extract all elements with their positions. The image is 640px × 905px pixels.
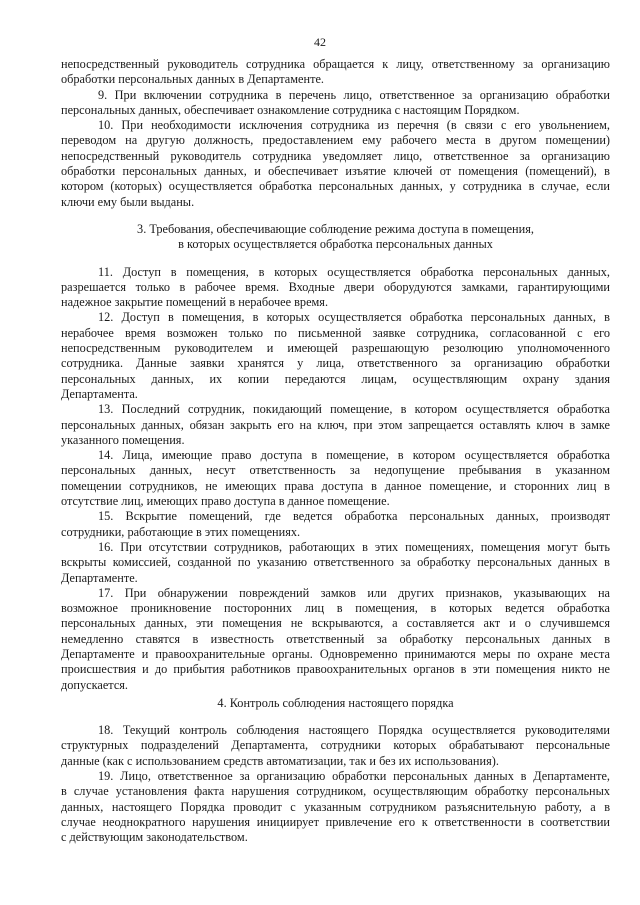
text-line: сотрудника. Данные заявки хранятся у лица, ответственного за организацию обработки xyxy=(61,356,610,371)
text-line: разрешается только в рабочее время. Входные двери оборудуются замками, гарантирующими xyxy=(61,279,610,294)
paragraph xyxy=(61,88,610,119)
paragraph xyxy=(61,310,610,402)
text-line: непосредственным руководителем и имеющей разрешающую резолюцию уполномоченного xyxy=(61,341,610,356)
text-line: с действующим законодательством. xyxy=(61,830,248,845)
paragraph xyxy=(61,586,610,693)
text-line: 19. Лицо, ответственное за организацию обработки персональных данных в Департаменте, xyxy=(98,769,610,784)
text-line: 9. При включении сотрудника в перечень лицо, ответственное за организацию обработки xyxy=(98,87,610,102)
text-line: персональных данных, их копии передаются лицам, осуществляющим охрану здания xyxy=(61,371,610,386)
text-line: непосредственный руководитель сотрудника обращается к лицу, ответственному за организацию xyxy=(61,57,610,71)
text-line: 12. Доступ в помещения, в которых осуществляется обработка персональных данных, в xyxy=(98,310,610,325)
text-line: Департаменте и правоохранительные органы. Одновременно принимаются меры по охране места xyxy=(61,646,610,661)
text-line: 14. Лица, имеющие право доступа в помещение, в котором осуществляется обработка xyxy=(98,448,610,463)
text-line: персональных данных, эти помещения не вскрываются, а составляется акт и о случившемся xyxy=(61,616,610,631)
text-line: переводом на другую должность, предоставлением ему рабочего места в другом помещении) xyxy=(61,133,610,148)
text-line: 15. Вскрытие помещений, где ведется обработка персональных данных, производят xyxy=(98,509,610,524)
text-line: указанного помещения. xyxy=(61,432,185,447)
text-line: вскрыты комиссией, созданной по указанию ответственного за обработку персональных данных в xyxy=(61,555,610,570)
paragraph xyxy=(61,118,610,210)
text-line: немедленно ставятся в известность ответственный за обработку персональных данных в xyxy=(61,631,610,646)
spacer xyxy=(61,210,610,222)
heading-line: 3. Требования, обеспечивающие соблюдение режима доступа в помещения, xyxy=(137,221,534,236)
text-line: 16. При отсутствии сотрудников, работающих в этих помещениях, помещения могут быть xyxy=(98,539,610,554)
section-heading xyxy=(61,222,610,253)
paragraph xyxy=(61,448,610,509)
paragraph xyxy=(61,769,610,845)
text-line: допускается. xyxy=(61,677,129,692)
section-heading xyxy=(61,696,610,711)
text-line: помещении сотрудников, не имеющих права доступа в данное помещение, и сторонних лиц в xyxy=(61,478,610,493)
text-line: персональных данных, несут ответственность за недопущение пребывания в указанном xyxy=(61,463,610,478)
text-line: данных, настоящего Порядка проводит с указанным сотрудником разъяснительную работу, а в xyxy=(61,799,610,814)
text-line: нерабочее время возможен только по письменной заявке сотрудника, согласованной с его xyxy=(61,325,610,340)
paragraph xyxy=(61,540,610,586)
text-line: 10. При необходимости исключения сотрудника из перечня (в связи с его увольнением, xyxy=(98,118,610,133)
heading-line: в которых осуществляется обработка персональных данных xyxy=(178,237,493,252)
text-line: персональных данных, обязан закрыть его на ключ, при этом запрещается оставлять ключ в замке xyxy=(61,417,610,432)
text-line: возможное проникновение посторонних лиц в помещения, в которых ведется обработка xyxy=(61,601,610,616)
text-line: обработки персональных данных в Департаменте. xyxy=(61,72,324,87)
text-line: 13. Последний сотрудник, покидающий помещение, в котором осуществляется обработка xyxy=(98,402,610,417)
spacer xyxy=(61,711,610,723)
document-body xyxy=(61,57,610,846)
text-line: отсутствие лиц, имеющих право доступа в данное помещение. xyxy=(61,494,390,509)
text-line: непосредственный руководитель сотрудника уведомляет лицо, ответственное за организацию xyxy=(61,148,610,163)
text-line: сотрудники, работающие в этих помещениях. xyxy=(61,524,301,539)
text-line: котором (которых) осуществляется обработка персональных данных, у сотрудника в случае, если xyxy=(61,179,610,194)
text-line: в случае установления факта нарушения сотрудником, осуществляющим обработку персональных xyxy=(61,784,610,799)
paragraph xyxy=(61,509,610,540)
text-line: 18. Текущий контроль соблюдения настоящего Порядка осуществляется руководителями xyxy=(98,723,610,738)
text-line: 17. При обнаружении повреждений замков или других признаков, указывающих на xyxy=(98,585,610,600)
text-line: Департамента. xyxy=(61,386,138,401)
text-line: случае неоднократного нарушения инициирует привлечение его к ответственности в соответствии xyxy=(61,814,610,829)
heading-line: 4. Контроль соблюдения настоящего порядка xyxy=(217,695,454,710)
paragraph xyxy=(61,402,610,448)
text-line: Департаменте. xyxy=(61,570,138,585)
page-number: 42 xyxy=(314,35,326,49)
text-line: происшествия и до прибытия работников правоохранительных органов в эти помещения никто не xyxy=(61,662,610,677)
text-line: ключи ему были выданы. xyxy=(61,194,195,209)
paragraph xyxy=(61,265,610,311)
paragraph xyxy=(61,723,610,769)
paragraph xyxy=(61,57,610,88)
text-line: обработки персональных данных, и обеспечивает изъятие ключей от помещения (помещений), в xyxy=(61,164,610,179)
text-line: 11. Доступ в помещения, в которых осуществляется обработка персональных данных, xyxy=(98,264,610,279)
text-line: данные (как с использованием средств автоматизации, так и без их использования). xyxy=(61,753,499,768)
text-line: надежное закрытие помещений в нерабочее время. xyxy=(61,295,329,310)
text-line: структурных подразделений Департамента, сотрудники которых обрабатывают персональные xyxy=(61,738,610,753)
spacer xyxy=(61,253,610,265)
text-line: персональных данных, обеспечивает ознакомление сотрудника с настоящим Порядком. xyxy=(61,102,520,117)
